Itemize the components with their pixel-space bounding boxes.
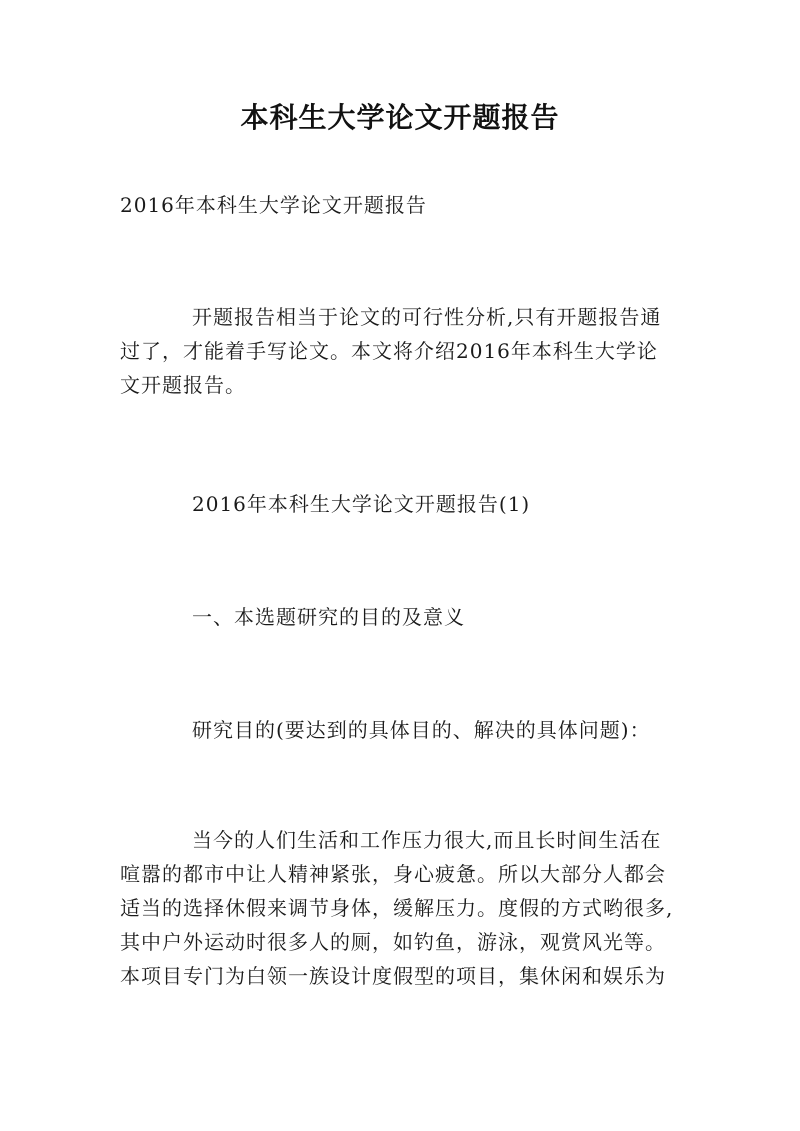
subsection-heading: 一、本选题研究的目的及意义 bbox=[192, 605, 465, 629]
paragraph-line: 其中户外运动时很多人的厕，如钓鱼，游泳，观赏风光等。 bbox=[120, 930, 666, 954]
paragraph-line: 喧嚣的都市中让人精神紧张，身心疲惫。所以大部分人都会 bbox=[120, 862, 666, 886]
paragraph-line: 适当的选择休假来调节身体，缓解压力。度假的方式哟很多, bbox=[120, 896, 674, 920]
paragraph-line: 文开题报告。 bbox=[120, 373, 246, 397]
document-subtitle: 2016年本科生大学论文开题报告 bbox=[120, 193, 427, 217]
purpose-heading: 研究目的(要达到的具体目的、解决的具体问题)： bbox=[192, 718, 651, 742]
intro-paragraph bbox=[120, 300, 700, 402]
body-paragraph bbox=[120, 823, 700, 993]
document-title: 本科生大学论文开题报告 bbox=[240, 101, 560, 134]
section-heading: 2016年本科生大学论文开题报告(1) bbox=[192, 492, 531, 516]
paragraph-line: 本项目专门为白领一族设计度假型的项目，集休闲和娱乐为 bbox=[120, 964, 666, 988]
paragraph-line: 当今的人们生活和工作压力很大,而且长时间生活在 bbox=[192, 828, 662, 852]
paragraph-line: 开题报告相当于论文的可行性分析,只有开题报告通 bbox=[192, 305, 662, 329]
paragraph-line: 过了，才能着手写论文。本文将介绍2016年本科生大学论 bbox=[120, 339, 658, 363]
